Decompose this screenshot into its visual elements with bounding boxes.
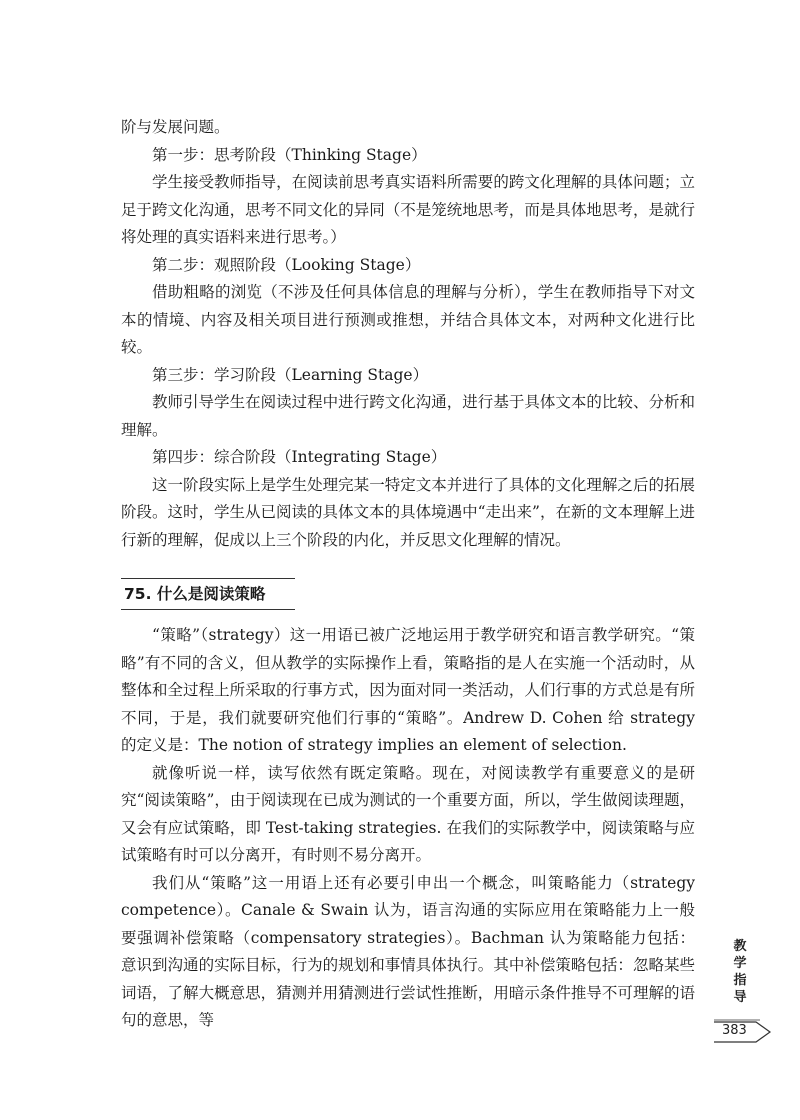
margin-char: 导	[733, 990, 747, 1005]
page-number-tab	[712, 1018, 776, 1046]
step4-heading: 第四步：综合阶段（Integrating Stage）	[152, 448, 447, 466]
section-text-block	[121, 622, 695, 1035]
continuation-text: 阶与发展问题。	[121, 118, 230, 136]
section-rule-bottom	[121, 609, 295, 610]
section-title: 75. 什么是阅读策略	[124, 585, 266, 603]
step4-body: 这一阶段实际上是学生处理完某一特定文本并进行了具体的文化理解之后的拓展阶段。这时，学生从已阅读的具体文本的具体境遇中“走出来”，在新的文本理解上进行新的理解，促成以上三个阶段的内化，并反思文化理解的情况。	[121, 475, 695, 549]
step1-heading: 第一步：思考阶段（Thinking Stage）	[152, 145, 427, 164]
margin-section-label	[727, 938, 753, 1006]
section-para-3: 我们从“策略”这一用语上还有必要引申出一个概念，叫策略能力（strategy competence）。Canale & Swain 认为，语言沟通的实际应用在策略能力上一般要强调补偿策略（compensatory strategies）。Bachman 认为策略能力包括：意识到沟通的实际目标，行为的规划和事情具体执行。其中补偿策略包括：忽略某些词语，了解大概意思，猜测并用猜测进行尝试性推断，用暗示条件推导不可理解的语句的意思，等	[121, 873, 695, 1029]
step3-body: 教师引导学生在阅读过程中进行跨文化沟通，进行基于具体文本的比较、分析和理解。	[121, 393, 695, 439]
step2-body: 借助粗略的浏览（不涉及任何具体信息的理解与分析），学生在教师指导下对文本的情境、内容及相关项目进行预测或推想，并结合具体文本，对两种文化进行比较。	[121, 283, 695, 356]
section-para-1: “策略”（strategy）这一用语已被广泛地运用于教学研究和语言教学研究。“策略”有不同的含义，但从教学的实际操作上看，策略指的是人在实施一个活动时，从整体和全过程上所采取的行事方式，因为面对同一类活动，人们行事的方式总是有所不同，于是，我们就要研究他们行事的“策略”。Andrew D. Cohen 给 strategy 的定义是：The notion of strategy implies an element of selection.	[121, 626, 695, 754]
margin-char: 学	[733, 956, 747, 971]
step2-heading: 第二步：观照阶段（Looking Stage）	[152, 255, 421, 274]
margin-char: 指	[733, 973, 747, 988]
margin-char: 教	[733, 939, 747, 954]
step1-body: 学生接受教师指导，在阅读前思考真实语料所需要的跨文化理解的具体问题；立足于跨文化沟通，思考不同文化的异同（不是笼统地思考，而是具体地思考，是就行将处理的真实语料来进行思考。）	[121, 173, 695, 246]
step3-heading: 第三步：学习阶段（Learning Stage）	[152, 365, 429, 384]
section-para-2: 就像听说一样，读写依然有既定策略。现在，对阅读教学有重要意义的是研究“阅读策略”，由于阅读现在已成为测试的一个重要方面，所以，学生做阅读理题，又会有应试策略，即 Test-taking strategies. 在我们的实际教学中，阅读策略与应试策略有时可以分离开，有时则不易分离开。	[121, 763, 695, 864]
top-text-block	[121, 114, 695, 554]
page-number: 383	[722, 1023, 747, 1038]
section-heading-box	[121, 578, 295, 610]
